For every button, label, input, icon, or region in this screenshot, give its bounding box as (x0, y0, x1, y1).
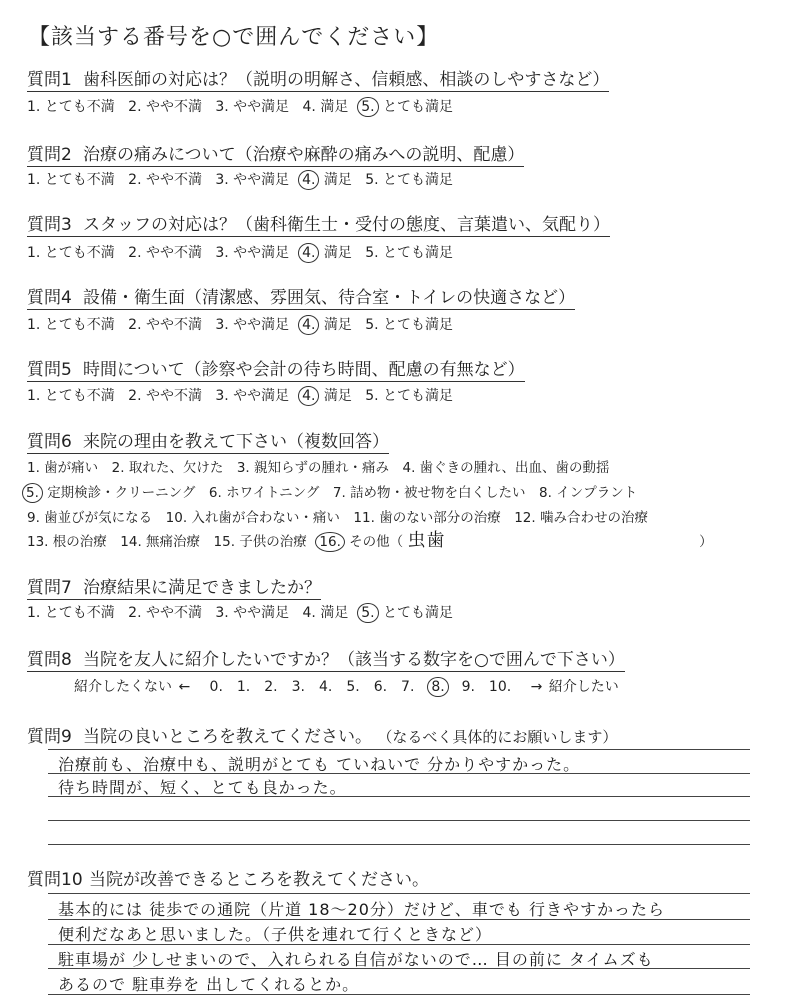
q8-text: 当院を友人に紹介したいですか？（該当する数字を○で囲んで下さい） (83, 650, 625, 670)
q3-opt-5[interactable]: 5. とても満足 (365, 245, 454, 261)
q5-opt-5[interactable]: 5. とても満足 (365, 388, 454, 404)
q1-text: 歯科医師の対応は？（説明の明解さ、信頼感、相談のしやすさなど） (83, 70, 610, 90)
q6-number: 質問6 (27, 432, 72, 452)
q6-text: 来院の理由を教えて下さい（複数回答） (83, 432, 389, 452)
q10-answer-3[interactable]: 駐車場が 少しせまいので、入れられる自信がないので… 目の前に タイムズも (58, 950, 654, 969)
q5-text: 時間について（診察や会計の待ち時間、配慮の有無など） (83, 360, 525, 380)
q8-opt-8-circled[interactable]: 8. (427, 677, 448, 697)
q6-other-label: その他（ (349, 534, 404, 550)
q2-opt-1[interactable]: 1. とても不満 (27, 172, 115, 188)
q5-options (27, 386, 453, 406)
q3-opt-2[interactable]: 2. やや不満 (128, 245, 202, 261)
q3-options (27, 243, 453, 263)
q4-opt-5[interactable]: 5. とても満足 (365, 317, 454, 333)
q10-number: 質問10 (27, 870, 83, 890)
q3-number: 質問3 (27, 215, 72, 235)
instruction-header: 【該当する番号を○で囲んでください】 (28, 25, 440, 50)
q6-opt-5-circled[interactable]: 5. (22, 483, 43, 503)
q3-opt-4-label: 満足 (323, 245, 352, 261)
q4-opt-4-circled[interactable]: 4. (298, 315, 319, 335)
q2-opt-4-label: 満足 (323, 172, 352, 188)
q1-opt-1[interactable]: 1. とても不満 (27, 99, 115, 115)
q1-options (27, 97, 453, 117)
q3-opt-4-circled[interactable]: 4. (298, 243, 319, 263)
q6-other-close: ） (699, 534, 713, 550)
q1-title (27, 70, 609, 92)
q1-opt-4[interactable]: 4. 満足 (302, 99, 349, 115)
q9-line-4 (48, 820, 750, 821)
q9-line-5 (48, 844, 750, 845)
q6-title (27, 432, 389, 454)
q6-other-handwritten[interactable]: 虫歯 (407, 530, 446, 551)
q6-row-1[interactable]: 1. 歯が痛い 2. 取れた、欠けた 3. 親知らずの腫れ・痛み 4. 歯ぐきの腫れ、出血、歯の動揺 (27, 460, 610, 476)
q8-scale-low[interactable]: 0. 1. 2. 3. 4. 5. 6. 7. (209, 679, 415, 695)
q5-opt-4-circled[interactable]: 4. (298, 386, 319, 406)
q2-opt-5[interactable]: 5. とても満足 (365, 172, 454, 188)
q3-opt-1[interactable]: 1. とても不満 (27, 245, 115, 261)
q7-opt-1[interactable]: 1. とても不満 (27, 605, 115, 621)
q2-number: 質問2 (27, 145, 72, 165)
q7-opt-5-label: とても満足 (383, 605, 454, 621)
q10-line-2 (48, 919, 750, 920)
q7-opt-5-circled[interactable]: 5. (357, 603, 378, 623)
q8-left-label: 紹介したくない ← (74, 679, 191, 695)
q7-opt-2[interactable]: 2. やや不満 (128, 605, 202, 621)
q4-title (27, 288, 575, 310)
q6-row-2-text[interactable]: 定期検診・クリーニング 6. ホワイトニング 7. 詰め物・被せ物を白くしたい 8. インプラント (47, 485, 638, 501)
q6-opt-16-circled[interactable]: 16. (315, 532, 344, 552)
q2-opt-3[interactable]: 3. やや満足 (215, 172, 290, 188)
q7-number: 質問7 (27, 578, 72, 598)
q5-title (27, 360, 525, 382)
q9-answer-1[interactable]: 治療前も、治療中も、説明がとても ていねいで 分かりやすかった。 (58, 755, 581, 774)
q4-options (27, 315, 453, 335)
q2-opt-2[interactable]: 2. やや不満 (128, 172, 202, 188)
q9-note: （なるべく具体的にお願いします） (377, 728, 618, 746)
q9-answer-2[interactable]: 待ち時間が、短く、とても良かった。 (58, 778, 347, 797)
q5-number: 質問5 (27, 360, 72, 380)
q4-opt-1[interactable]: 1. とても不満 (27, 317, 115, 333)
q1-opt-5-circled[interactable]: 5. (357, 97, 378, 117)
q2-title (27, 145, 524, 167)
q7-opt-3[interactable]: 3. やや満足 (215, 605, 290, 621)
q5-opt-2[interactable]: 2. やや不満 (128, 388, 202, 404)
q9-line-1 (48, 749, 750, 750)
q1-opt-5-label: とても満足 (383, 99, 454, 115)
q7-opt-4[interactable]: 4. 満足 (302, 605, 349, 621)
q2-options (27, 170, 453, 190)
q2-opt-4-circled[interactable]: 4. (298, 170, 319, 190)
q9-line-2 (48, 773, 750, 774)
q3-title (27, 215, 610, 237)
q10-answer-2[interactable]: 便利だなあと思いました。（子供を連れて行くときなど） (58, 925, 493, 944)
q9-number: 質問9 (27, 727, 72, 747)
q7-options (27, 603, 453, 623)
q4-text: 設備・衛生面（清潔感、雰囲気、待合室・トイレの快適さなど） (83, 288, 576, 308)
q10-line-4 (48, 968, 750, 969)
q4-opt-4-label: 満足 (323, 317, 352, 333)
q1-number: 質問1 (27, 70, 72, 90)
q4-opt-2[interactable]: 2. やや不満 (128, 317, 202, 333)
q10-line-1 (48, 893, 750, 894)
q10-line-3 (48, 944, 750, 945)
q4-number: 質問4 (27, 288, 72, 308)
q4-opt-3[interactable]: 3. やや満足 (215, 317, 290, 333)
q1-opt-3[interactable]: 3. やや満足 (215, 99, 290, 115)
q9-title (27, 722, 617, 747)
q5-opt-4-label: 満足 (323, 388, 352, 404)
q7-title (27, 578, 321, 600)
q3-opt-3[interactable]: 3. やや満足 (215, 245, 290, 261)
q3-text: スタッフの対応は？（歯科衛生士・受付の態度、言葉遣い、気配り） (83, 215, 610, 235)
q10-title (27, 865, 429, 890)
q10-answer-1[interactable]: 基本的には 徒歩での通院（片道 18〜20分）だけど、車でも 行きやすかったら (58, 900, 665, 919)
q9-line-3 (48, 796, 750, 797)
q5-opt-3[interactable]: 3. やや満足 (215, 388, 290, 404)
q6-row-4 (27, 532, 713, 552)
q10-text: 当院が改善できるところを教えてください。 (89, 870, 429, 890)
q6-row-3[interactable]: 9. 歯並びが気になる 10. 入れ歯が合わない・痛い 11. 歯のない部分の治療 12. 噛み合わせの治療 (27, 510, 648, 526)
q2-text: 治療の痛みについて（治療や麻酔の痛みへの説明、配慮） (83, 145, 525, 165)
q8-scale-high[interactable]: 9. 10. (461, 679, 512, 695)
q8-scale (74, 676, 619, 697)
q6-row-2 (27, 483, 637, 503)
q8-right-label: → 紹介したい (530, 679, 619, 695)
q7-text: 治療結果に満足できましたか？ (83, 578, 321, 598)
q8-number: 質問8 (27, 650, 72, 670)
q8-title (27, 650, 625, 672)
q5-opt-1[interactable]: 1. とても不満 (27, 388, 115, 404)
q1-opt-2[interactable]: 2. やや不満 (128, 99, 202, 115)
q10-line-5 (48, 994, 750, 995)
q6-row-4-text[interactable]: 13. 根の治療 14. 無痛治療 15. 子供の治療 (27, 534, 307, 550)
q10-answer-4[interactable]: あるので 駐車券を 出してくれるとか。 (58, 975, 360, 994)
q9-text: 当院の良いところを教えてください。 (83, 727, 372, 747)
